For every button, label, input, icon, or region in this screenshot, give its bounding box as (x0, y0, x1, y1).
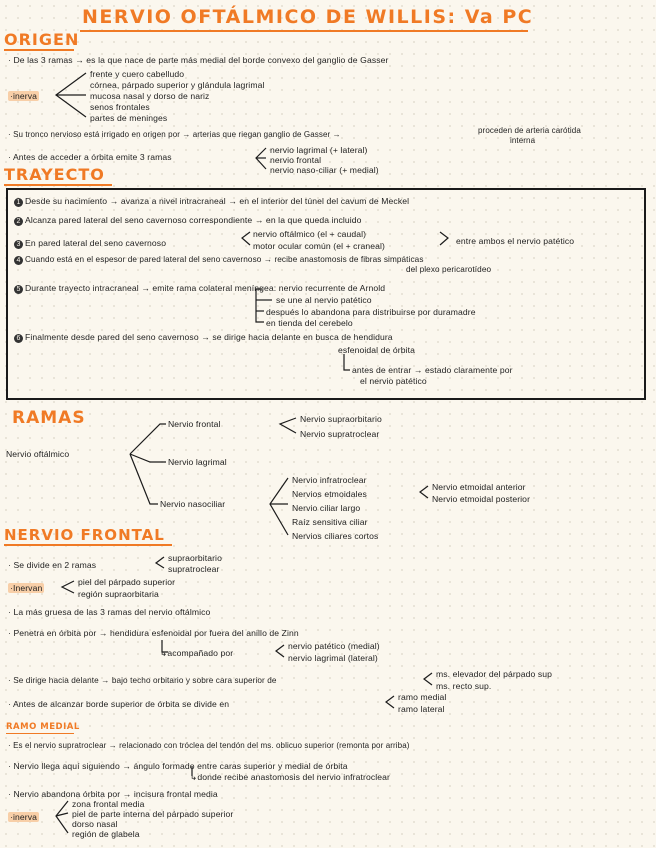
medial-heading: RAMO MEDIAL (6, 722, 80, 732)
ramas-naso-5: Nervios ciliares cortos (292, 531, 379, 541)
ramas-frontal: Nervio frontal (168, 419, 221, 429)
frontal-underline (4, 544, 172, 546)
trayecto-3-b2: motor ocular común (el + craneal) (253, 241, 386, 251)
frontal-antes-2: ramo lateral (398, 704, 445, 714)
trayecto-2: 2 Alcanza pared lateral del seno cavernoso correspondiente → en la que queda incluido (14, 215, 362, 226)
frontal-gruesa: · La más gruesa de las 3 ramas del nervio oftálmico (8, 607, 211, 617)
origen-inerva-label: ·inerva (10, 91, 37, 101)
trayecto-3-b1: nervio oftálmico (el + caudal) (253, 229, 367, 239)
medial-underline (6, 733, 74, 734)
trayecto-4: 4 Cuando está en el espesor de pared lateral del seno cavernoso → recibe anastomosis de fibras simpáticas (14, 255, 424, 265)
origen-irrigacion-b2: interna (510, 136, 536, 145)
frontal-acomp-2: nervio lagrimal (lateral) (288, 653, 378, 663)
ramas-naso-4: Raíz sensitiva ciliar (292, 517, 368, 527)
origen-inerva-2: córnea, párpado superior y glándula lagrimal (90, 80, 265, 90)
origen-inerva-3: mucosa nasal y dorso de nariz (90, 91, 210, 101)
trayecto-5-d: en tienda del cerebelo (266, 318, 353, 328)
frontal-inervan-2: región supraorbitaria (78, 589, 159, 599)
origen-underline (4, 49, 74, 51)
trayecto-6-d: el nervio patético (360, 376, 427, 386)
frontal-penetra: · Penetra en órbita por → hendidura esfenoidal por fuera del anillo de Zinn (8, 628, 299, 638)
ramas-frontal-2: Nervio supratroclear (300, 429, 380, 439)
origen-inerva-5: partes de meninges (90, 113, 168, 123)
medial-l3: · Nervio abandona órbita por → incisura frontal media (8, 789, 218, 799)
trayecto-6: 6 Finalmente desde pared del seno cavernoso → se dirige hacia delante en busca de hendidura (14, 332, 393, 343)
page-title: NERVIO OFTÁLMICO DE WILLIS: Va PC (82, 6, 534, 28)
frontal-inervan-1: piel del párpado superior (78, 577, 176, 587)
medial-inerva-4: región de glabela (72, 829, 140, 839)
trayecto-6-c: antes de entrar → estado claramente por (352, 365, 513, 375)
trayecto-1: 1 Desde su nacimiento → avanza a nivel intracraneal → en el interior del túnel del cavum de Meckel (14, 196, 409, 207)
medial-l2b: ↳donde recibe anastomosis del nervio infratroclear (190, 772, 390, 782)
medial-l2a: · Nervio llega aquí siguiendo → ángulo formado entre caras superior y medial de órbita (8, 761, 348, 771)
ramas-nasociliar: Nervio nasociliar (160, 499, 226, 509)
frontal-divide-1: supraorbitario (168, 553, 222, 563)
ramas-heading: RAMAS (12, 408, 86, 428)
trayecto-underline (4, 184, 112, 186)
frontal-inervan-label: ·Inervan (10, 583, 43, 593)
frontal-dirige-1: ms. elevador del párpado sup (436, 669, 553, 679)
frontal-acomp-1: nervio patético (medial) (288, 641, 380, 651)
ramas-naso-1: Nervio infratroclear (292, 475, 367, 485)
frontal-acomp: ↳acompañado por (160, 648, 234, 658)
ramas-naso-2: Nervios etmoidales (292, 489, 367, 499)
origen-rama-1: nervio lagrimal (+ lateral) (270, 145, 368, 155)
trayecto-5-b: se une al nervio patético (276, 295, 372, 305)
trayecto-3-c: entre ambos el nervio patético (456, 236, 575, 246)
frontal-divide-2: supratroclear (168, 564, 220, 574)
origen-irrigacion-b1: proceden de arteria carótida (478, 126, 581, 135)
trayecto-heading: TRAYECTO (4, 165, 105, 184)
medial-l1: · Es el nervio supratroclear → relacionado con tróclea del tendón del ms. oblicuo superior (remonta por arriba) (8, 741, 410, 750)
ramas-etm-2: Nervio etmoidal posterior (432, 494, 531, 504)
frontal-dirige-2: ms. recto sup. (436, 681, 492, 691)
frontal-antes: · Antes de alcanzar borde superior de órbita se divide en (8, 699, 230, 709)
frontal-heading: NERVIO FRONTAL (4, 526, 165, 544)
medial-inerva-3: dorso nasal (72, 819, 118, 829)
origen-heading: ORIGEN (4, 30, 80, 49)
ramas-frontal-1: Nervio supraorbitario (300, 414, 382, 424)
ramas-root: Nervio oftálmico (6, 449, 70, 459)
origen-rama-2: nervio frontal (270, 155, 322, 165)
origen-irrigacion: · Su tronco nervioso está irrigado en origen por → arterias que riegan ganglio de Gasser → (8, 130, 341, 139)
trayecto-5: 5 Durante trayecto intracraneal → emite rama colateral meníngea: nervio recurrente de Arnold (14, 283, 385, 294)
origen-rama-3: nervio naso-ciliar (+ medial) (270, 165, 379, 175)
origen-inerva-1: frente y cuero cabelludo (90, 69, 185, 79)
trayecto-4-b: del plexo pericarotídeo (406, 265, 492, 274)
medial-inerva-label: ·inerva (10, 812, 37, 822)
frontal-divide: · Se divide en 2 ramas (8, 560, 97, 570)
ramas-etm-1: Nervio etmoidal anterior (432, 482, 526, 492)
frontal-antes-1: ramo medial (398, 692, 447, 702)
title-underline (80, 30, 528, 32)
origen-inerva-4: senos frontales (90, 102, 150, 112)
trayecto-3: 3 En pared lateral del seno cavernoso (14, 238, 166, 249)
origen-antes: · Antes de acceder a órbita emite 3 ramas (8, 152, 172, 162)
ramas-naso-3: Nervio ciliar largo (292, 503, 361, 513)
medial-inerva-1: zona frontal media (72, 799, 145, 809)
frontal-dirige: · Se dirige hacia delante → bajo techo orbitario y sobre cara superior de (8, 676, 277, 685)
trayecto-6-b: esfenoidal de órbita (338, 345, 416, 355)
medial-inerva-2: piel de parte interna del párpado superior (72, 809, 234, 819)
trayecto-5-c: después lo abandona para distribuirse por duramadre (266, 307, 476, 317)
ramas-lagrimal: Nervio lagrimal (168, 457, 227, 467)
origen-line1: · De las 3 ramas → es la que nace de parte más medial del borde convexo del ganglio de Gasser (8, 55, 389, 65)
